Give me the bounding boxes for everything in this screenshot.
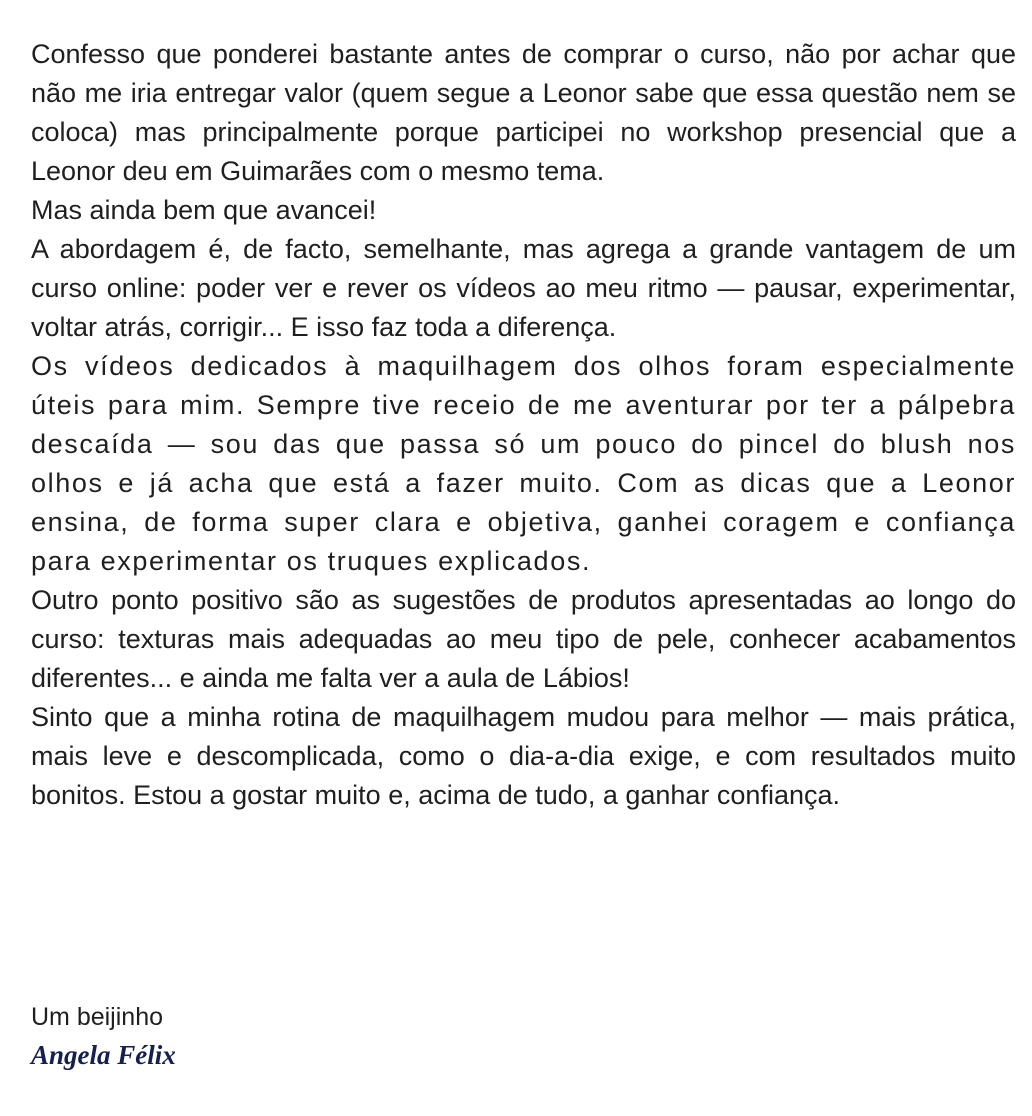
paragraph-routine: Sinto que a minha rotina de maquilhagem mudou para melhor — mais prática, mais leve e descomplicada, como o dia-a-dia exige, e com resultados muito bonitos. Estou a gostar muito e, acima de tudo, a ganhar confiança. xyxy=(31,702,1016,810)
paragraph-approach: A abordagem é, de facto, semelhante, mas agrega a grande vantagem de um curso online: poder ver e rever os vídeos ao meu ritmo — pausar, experimentar, voltar atrás, corrigir... E isso faz toda a diferença. xyxy=(31,234,1016,342)
testimonial-letter xyxy=(31,35,1016,815)
paragraph-products: Outro ponto positivo são as sugestões de produtos apresentadas ao longo do curso: texturas mais adequadas ao meu tipo de pele, conhecer acabamentos diferentes... e ainda me falta ver a aula de Lábios! xyxy=(31,585,1016,693)
paragraph-glad: Mas ainda bem que avancei! xyxy=(31,195,377,225)
signature: Angela Félix xyxy=(31,1040,176,1070)
closing-line: Um beijinho xyxy=(31,1003,164,1031)
paragraph-hesitation: Confesso que ponderei bastante antes de comprar o curso, não por achar que não me iria entregar valor (quem segue a Leonor sabe que essa questão nem se coloca) mas principalmente porque participei no workshop presencial que a Leonor deu em Guimarães com o mesmo tema. xyxy=(31,39,1016,186)
paragraph-eye-makeup: Os vídeos dedicados à maquilhagem dos olhos foram especialmente úteis para mim. Sempre tive receio de me aventurar por ter a pálpebra descaída — sou das que passa só um pouco do pincel do blush nos olhos e já acha que está a fazer muito. Com as dicas que a Leonor ensina, de forma super clara e objetiva, ganhei coragem e confiança para experimentar os truques explicados. xyxy=(31,351,1016,576)
